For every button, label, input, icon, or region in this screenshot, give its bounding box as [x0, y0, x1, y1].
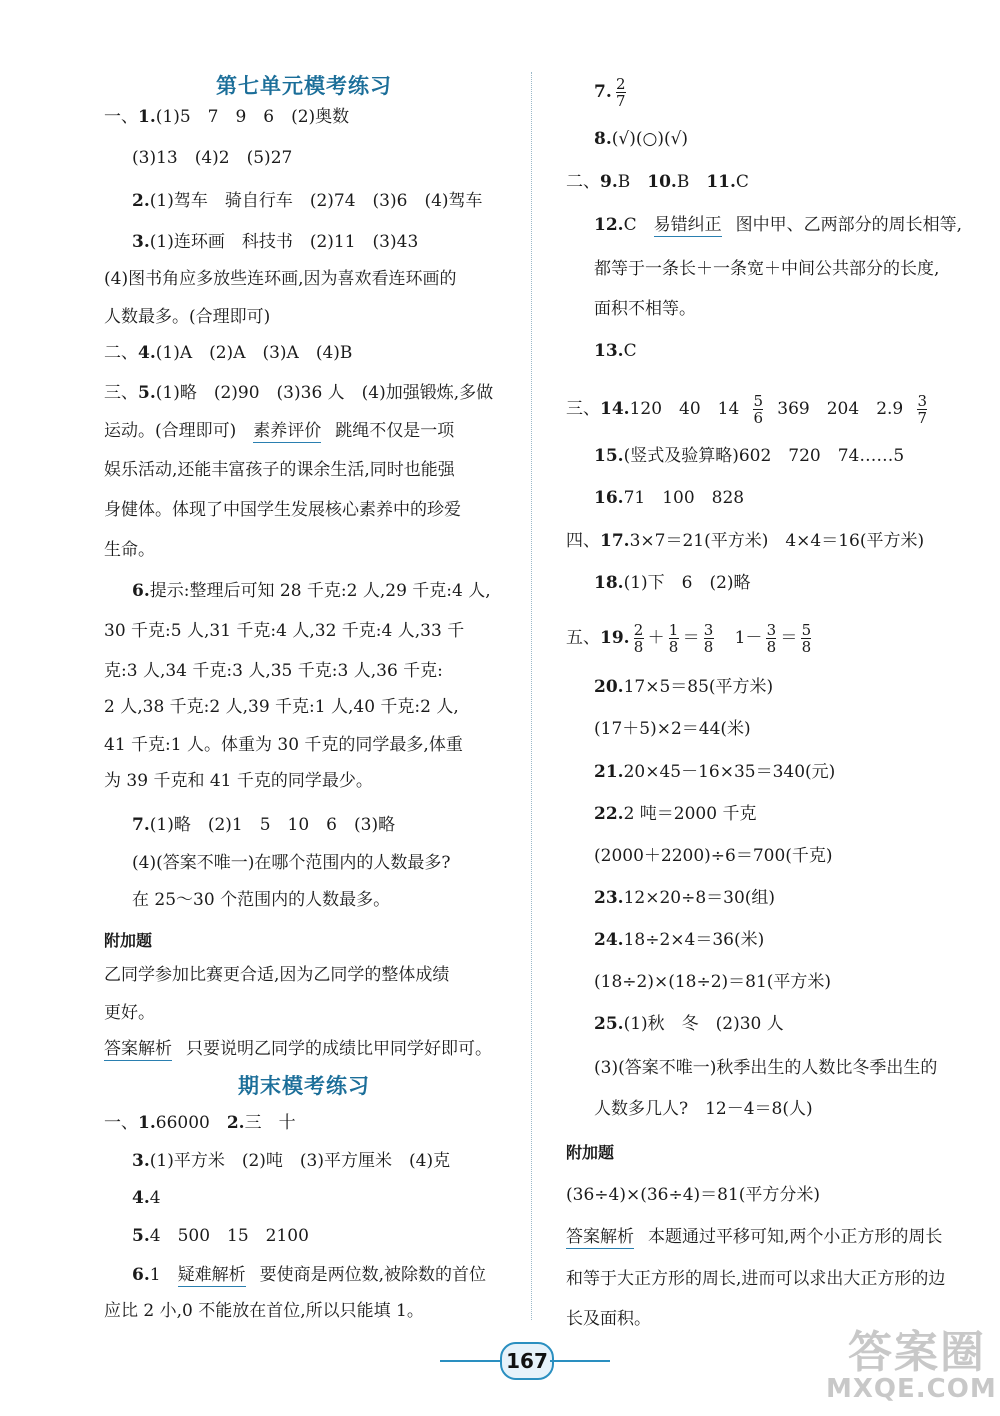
answer-text: 跳绳不仅是一项	[335, 421, 455, 441]
answer-line	[594, 845, 833, 867]
answer-line	[132, 889, 390, 911]
answer-line	[594, 676, 773, 698]
answer-text: 66000	[155, 1113, 227, 1133]
extra-question-heading	[104, 930, 152, 952]
section-marker: 一、	[104, 1113, 138, 1133]
question-number: 25.	[594, 1014, 624, 1034]
answer-text: (1)秋 冬 (2)30 人	[623, 1014, 784, 1034]
answer-line	[104, 342, 352, 364]
answer-q19: 五、19. $\frac{2}{8}$ ＋ $\frac{1}{8}$ ＝ $\frac{3}{8}$ 1－ $\frac{3}{8}$ ＝ $\frac{5}{8}$	[566, 621, 812, 656]
answer-text: (17＋5)×2＝44(米)	[594, 719, 751, 739]
answer-text: (4)(答案不唯一)在哪个范围内的人数最多?	[132, 853, 451, 873]
answer-line	[132, 814, 395, 836]
answer-line	[594, 803, 756, 825]
question-number: 5.	[138, 383, 156, 403]
answer-text: 要使商是两位数,被除数的首位	[259, 1265, 486, 1285]
answer-text: 乙同学参加比赛更合适,因为乙同学的整体成绩	[104, 965, 450, 985]
answer-text: (1)驾车 骑自行车 (2)74 (3)6 (4)驾车	[149, 191, 483, 211]
answer-line	[594, 1098, 813, 1120]
question-number: 6.	[132, 1265, 150, 1285]
answer-line	[104, 499, 461, 521]
answer-text: 1	[149, 1265, 178, 1285]
answer-line	[594, 887, 775, 909]
answer-q12: 12.C 易错纠正 图中甲、乙两部分的周长相等,	[594, 215, 962, 235]
answer-line	[132, 1187, 161, 1209]
page-footer	[440, 1340, 610, 1380]
footer-rule-right	[550, 1360, 610, 1362]
answer-line	[594, 1013, 784, 1035]
question-number: 4.	[138, 343, 156, 363]
answer-line	[594, 1057, 937, 1079]
answer-text: 娱乐活动,还能丰富孩子的课余生活,同时也能强	[104, 460, 455, 480]
answer-text: 克:3 人,34 千克:3 人,35 千克:3 人,36 千克:	[104, 661, 443, 681]
answer-q18: 18.(1)下 6 (2)略	[594, 573, 751, 593]
answer-analysis: 答案解析 本题通过平移可知,两个小正方形的周长	[566, 1227, 943, 1247]
answer-text: 4	[149, 1188, 161, 1208]
unit7-title: 第七单元模考练习	[216, 74, 392, 98]
extra-question-answer: (36÷4)×(36÷4)＝81(平方分米)	[566, 1185, 821, 1205]
answer-line	[594, 761, 835, 783]
answer-line	[132, 580, 491, 602]
fraction: $\frac{1}{8}$	[668, 621, 679, 656]
answer-text: 18÷2×4＝36(米)	[623, 930, 765, 950]
answer-line	[104, 734, 463, 756]
question-number: 21.	[594, 762, 624, 782]
answer-text: 30 千克:5 人,31 千克:4 人,32 千克:4 人,33 千	[104, 621, 465, 641]
footer-rule-left	[440, 1360, 500, 1362]
answer-text: 2 人,38 千克:2 人,39 千克:1 人,40 千克:2 人,	[104, 697, 459, 717]
error-correction-tag: 易错纠正	[653, 215, 722, 235]
answer-line	[104, 420, 454, 442]
answer-line	[104, 770, 373, 792]
answer-q8: 8.(√)(○)(√)	[594, 129, 689, 149]
question-number: 7.	[132, 815, 150, 835]
answer-line	[104, 660, 443, 682]
answer-text: (3)(答案不唯一)秋季出生的人数比冬季出生的	[594, 1058, 938, 1078]
answer-text: 应比 2 小,0 不能放在首位,所以只能填 1。	[104, 1301, 424, 1321]
fraction: $\frac{2}{8}$	[633, 621, 644, 656]
answer-text: 41 千克:1 人。体重为 30 千克的同学最多,体重	[104, 735, 463, 755]
fraction: $\frac{3}{7}$	[917, 392, 927, 427]
question-number: 24.	[594, 930, 624, 950]
answer-text: (4)图书角应多放些连环画,因为喜欢看连环画的	[104, 269, 457, 289]
answer-tag: 答案解析	[104, 1039, 172, 1059]
answer-line	[104, 268, 456, 290]
answer-line	[104, 106, 349, 128]
question-number: 4.	[132, 1188, 150, 1208]
answer-q13: 13.C	[594, 341, 637, 361]
fraction: $\frac{5}{6}$	[753, 392, 764, 427]
question-number: 3.	[132, 232, 150, 252]
watermark-text: 答案圈	[848, 1327, 986, 1378]
fraction: $\frac{2}{7}$	[615, 75, 626, 110]
answer-text: 提示:整理后可知 28 千克:2 人,29 千克:4 人,	[149, 581, 491, 601]
answer-line	[594, 929, 764, 951]
answer-text: (2000＋2200)÷6＝700(千克)	[594, 846, 833, 866]
watermark-logo	[822, 1316, 997, 1408]
answer-text: 2 吨＝2000 千克	[623, 804, 757, 824]
answer-line	[132, 1150, 450, 1172]
question-number: 1.	[138, 107, 156, 127]
question-number: 3.	[132, 1151, 150, 1171]
section-marker: 二、	[104, 343, 138, 363]
answer-text: (1)A (2)A (3)A (4)B	[155, 343, 353, 363]
answer-line	[104, 696, 459, 718]
answer-text: (1)略 (2)1 5 10 6 (3)略	[149, 815, 396, 835]
answer-tag: 疑难解析	[177, 1265, 246, 1285]
answer-text: 三 十	[244, 1113, 296, 1133]
answer-text: 生命。	[104, 540, 155, 560]
extra-question-heading: 附加题	[566, 1143, 615, 1162]
answer-line	[104, 964, 449, 986]
answer-q14: 三、14.120 40 14 $\frac{5}{6}$ 369 204 2.9 $\frac{3}{7}$	[566, 392, 927, 427]
answer-text: 12×20÷8＝30(组)	[623, 888, 776, 908]
answer-text: 为 39 千克和 41 千克的同学最少。	[104, 771, 373, 791]
column-divider	[531, 72, 532, 1320]
answer-tag: 素养评价	[253, 421, 322, 441]
answer-line	[104, 1002, 155, 1024]
answer-text: 20×45－16×35＝340(元)	[623, 762, 836, 782]
question-number: 1.	[138, 1113, 156, 1133]
answer-text: 4 500 15 2100	[149, 1226, 309, 1246]
answer-line	[104, 620, 464, 642]
watermark-url: MXQE.COM	[826, 1374, 997, 1404]
answer-q17: 四、17.3×7＝21(平方米) 4×4＝16(平方米)	[566, 531, 925, 551]
answer-q12-line2: 都等于一条长＋一条宽＋中间公共部分的长度,	[594, 259, 940, 279]
question-number: 23.	[594, 888, 624, 908]
fraction: $\frac{5}{8}$	[801, 621, 812, 656]
answer-line	[132, 1225, 309, 1247]
answer-text: (18÷2)×(18÷2)＝81(平方米)	[594, 972, 832, 992]
section-marker: 一、	[104, 107, 138, 127]
answer-q12-line3: 面积不相等。	[594, 299, 696, 319]
answer-text: 身健体。体现了中国学生发展核心素养中的珍爱	[104, 500, 461, 520]
answer-analysis-line2: 和等于大正方形的周长,进而可以求出大正方形的边	[566, 1269, 946, 1289]
answer-line	[104, 1038, 492, 1060]
answer-line	[104, 1300, 424, 1322]
answer-line	[104, 539, 155, 561]
answer-line	[132, 852, 450, 874]
answer-q7: 7. $\frac{2}{7}$	[594, 75, 626, 110]
question-number: 6.	[132, 581, 150, 601]
answer-analysis-tag: 答案解析	[566, 1227, 634, 1247]
page-number: 167	[500, 1342, 554, 1380]
answer-text: (1)5 7 9 6 (2)奥数	[155, 107, 350, 127]
answer-text: 人数最多。(合理即可)	[104, 307, 271, 327]
question-number: 22.	[594, 804, 624, 824]
answer-text: 运动。(合理即可)	[104, 421, 254, 441]
answer-text: 更好。	[104, 1003, 155, 1023]
answer-line	[132, 1264, 486, 1286]
answer-q15: 15.(竖式及验算略)602 720 74……5	[594, 446, 905, 466]
answer-text: 附加题	[104, 931, 153, 950]
fraction: $\frac{3}{8}$	[703, 621, 714, 656]
question-number: 2.	[132, 191, 150, 211]
answer-line	[104, 459, 455, 481]
fraction: $\frac{3}{8}$	[766, 621, 777, 656]
question-number: 5.	[132, 1226, 150, 1246]
answer-line	[132, 190, 483, 212]
answer-line	[132, 147, 292, 169]
question-number: 2.	[226, 1113, 245, 1133]
section-marker: 三、	[104, 383, 138, 403]
answer-text: (1)略 (2)90 (3)36 人 (4)加强锻炼,多做	[155, 383, 494, 403]
final-exam-title: 期末模考练习	[238, 1074, 370, 1098]
answer-text: (1)平方米 (2)吨 (3)平方厘米 (4)克	[149, 1151, 451, 1171]
answer-text: (3)13 (4)2 (5)27	[132, 148, 293, 168]
answer-analysis-line3: 长及面积。	[566, 1309, 651, 1329]
answer-line	[104, 382, 493, 404]
answer-q16: 16.71 100 828	[594, 488, 745, 508]
answer-line	[594, 718, 751, 740]
answer-text: 只要说明乙同学的成绩比甲同学好即可。	[186, 1039, 492, 1059]
answer-line	[104, 306, 270, 328]
answer-text: 人数多几人? 12－4＝8(人)	[594, 1099, 813, 1119]
question-number: 20.	[594, 677, 624, 697]
answer-text: (1)连环画 科技书 (2)11 (3)43	[149, 232, 419, 252]
answer-line	[594, 971, 831, 993]
answer-q9-11: 二、9.B 10.B 11.C	[566, 172, 749, 192]
answer-text: 在 25～30 个范围内的人数最多。	[132, 890, 391, 910]
answer-line	[104, 1112, 296, 1134]
answer-line	[132, 231, 418, 253]
answer-text: 17×5＝85(平方米)	[623, 677, 774, 697]
